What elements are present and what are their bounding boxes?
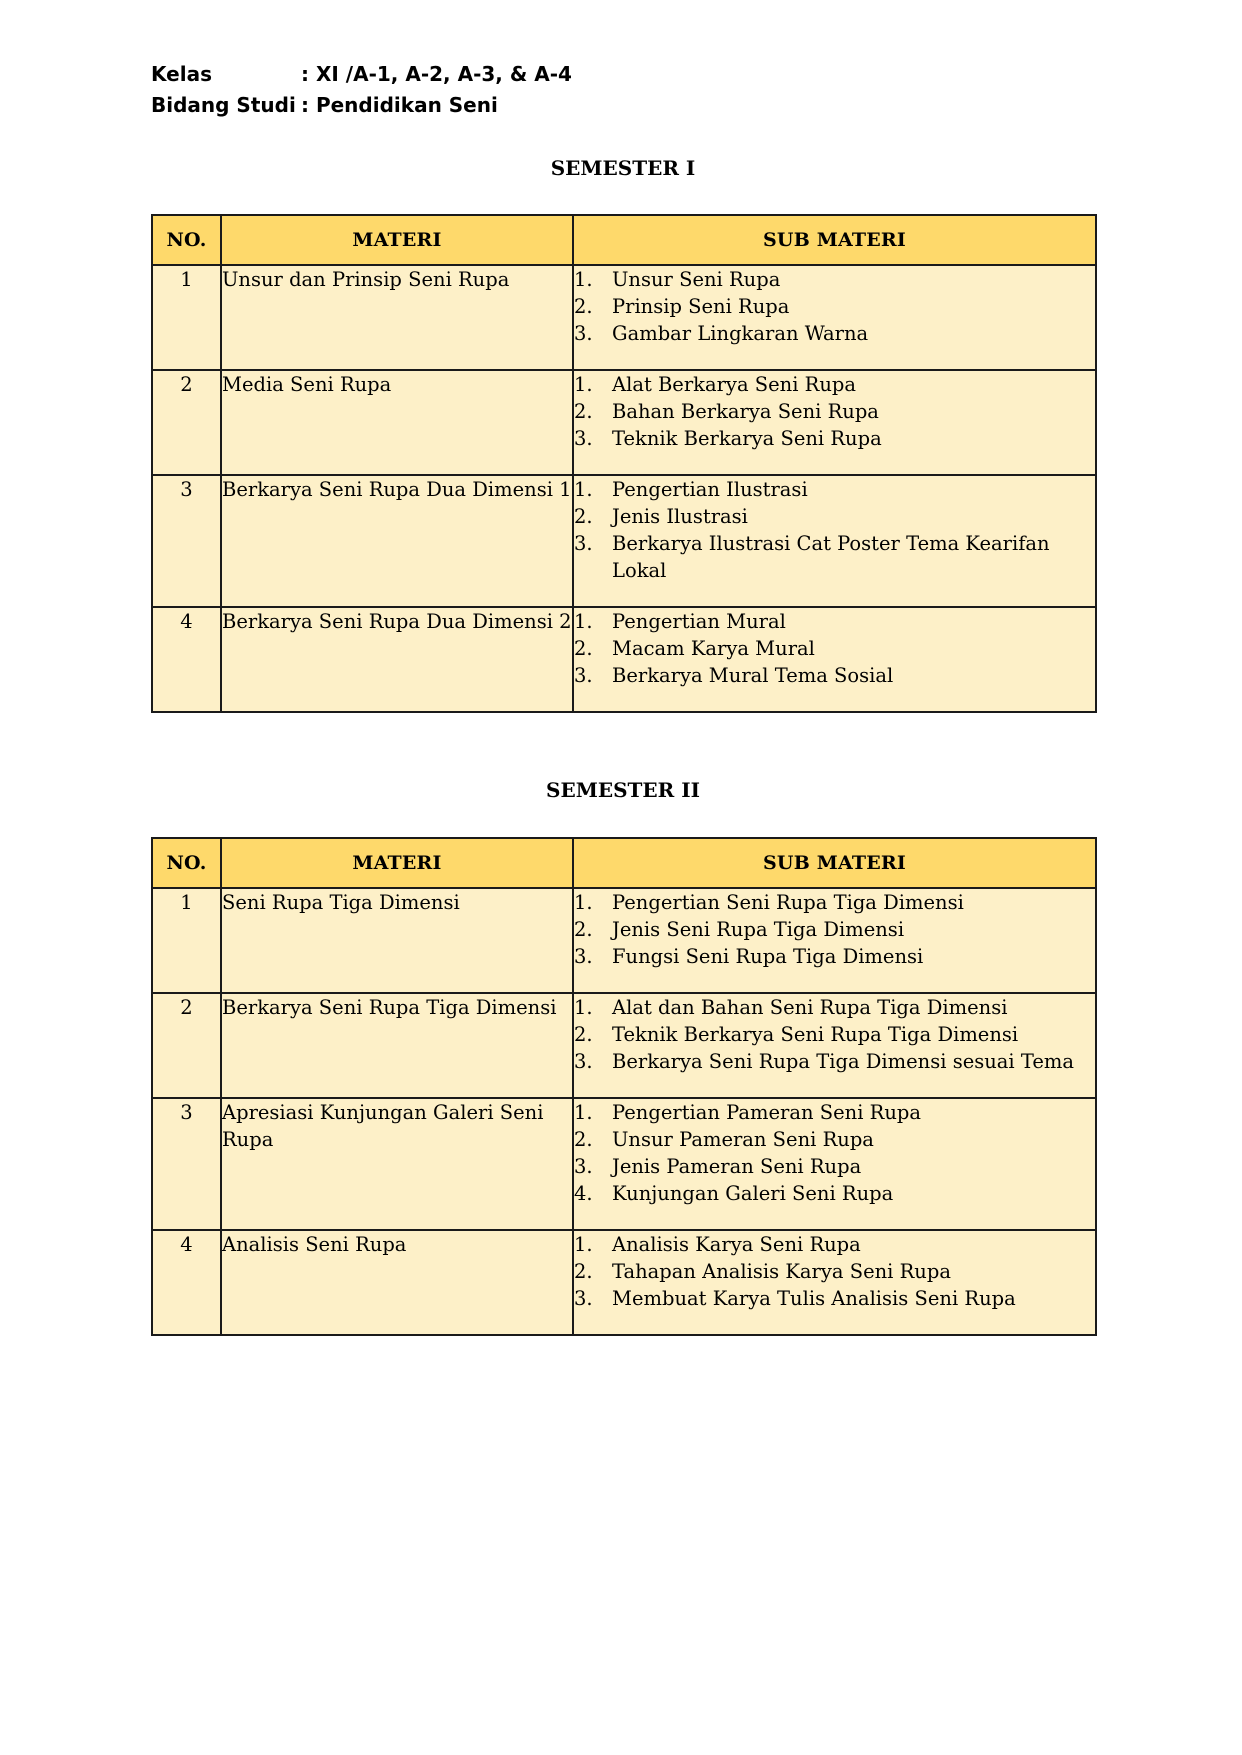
table-header-row xyxy=(152,838,1096,888)
list-item xyxy=(574,371,1095,398)
table-row xyxy=(152,1230,1096,1335)
list-item-text: Kunjungan Galeri Seni Rupa xyxy=(612,1182,894,1205)
list-item-number: 3. xyxy=(574,427,593,450)
list-item-number: 3. xyxy=(574,664,593,687)
list-item-number: 2. xyxy=(574,295,593,318)
list-item-text: Gambar Lingkaran Warna xyxy=(612,322,869,345)
materi-cell: Analisis Seni Rupa xyxy=(221,1230,573,1335)
list-item-text: Unsur Seni Rupa xyxy=(612,268,781,291)
list-item xyxy=(574,889,1095,916)
col-header-materi: MATERI xyxy=(221,215,573,265)
semester-2-table xyxy=(151,837,1097,1336)
list-item xyxy=(574,503,1095,530)
sub-materi-cell xyxy=(573,993,1096,1098)
list-item xyxy=(574,1231,1095,1258)
list-item-text: Jenis Seni Rupa Tiga Dimensi xyxy=(612,918,905,941)
list-item-text: Jenis Pameran Seni Rupa xyxy=(612,1155,862,1178)
sub-materi-list xyxy=(574,476,1095,584)
materi-cell: Berkarya Seni Rupa Tiga Dimensi xyxy=(221,993,573,1098)
list-item-number: 2. xyxy=(574,918,593,941)
semester-2-title: SEMESTER II xyxy=(546,778,700,802)
semester-1-table xyxy=(151,214,1097,713)
semester-1-title: SEMESTER I xyxy=(550,156,696,180)
table-row xyxy=(152,993,1096,1098)
list-item xyxy=(574,1048,1095,1075)
list-item-number: 2. xyxy=(574,505,593,528)
list-item-number: 2. xyxy=(574,1128,593,1151)
materi-cell: Seni Rupa Tiga Dimensi xyxy=(221,888,573,993)
list-item xyxy=(574,266,1095,293)
list-item xyxy=(574,1099,1095,1126)
sub-materi-cell xyxy=(573,888,1096,993)
col-header-sub-materi: SUB MATERI xyxy=(573,838,1096,888)
list-item-number: 1. xyxy=(574,1233,593,1256)
list-item xyxy=(574,943,1095,970)
sub-materi-cell xyxy=(573,1230,1096,1335)
list-item xyxy=(574,635,1095,662)
row-number: 3 xyxy=(152,1098,221,1230)
subject-info xyxy=(151,90,498,120)
list-item-number: 3. xyxy=(574,322,593,345)
list-item-text: Berkarya Mural Tema Sosial xyxy=(612,664,894,687)
list-item-number: 1. xyxy=(574,891,593,914)
list-item xyxy=(574,994,1095,1021)
list-item-text: Berkarya Ilustrasi Cat Poster Tema Kearifan Lokal xyxy=(612,532,1050,582)
list-item xyxy=(574,1021,1095,1048)
sub-materi-list xyxy=(574,1231,1095,1312)
list-item xyxy=(574,293,1095,320)
list-item-number: 2. xyxy=(574,637,593,660)
list-item-number: 1. xyxy=(574,373,593,396)
list-item xyxy=(574,608,1095,635)
sub-materi-cell xyxy=(573,475,1096,607)
list-item-number: 1. xyxy=(574,610,593,633)
list-item xyxy=(574,398,1095,425)
row-number: 4 xyxy=(152,607,221,712)
sub-materi-list xyxy=(574,371,1095,452)
materi-cell: Unsur dan Prinsip Seni Rupa xyxy=(221,265,573,370)
semester-1-body xyxy=(152,265,1096,712)
table-row xyxy=(152,370,1096,475)
list-item-number: 3. xyxy=(574,532,593,555)
col-header-no: NO. xyxy=(152,215,221,265)
sub-materi-cell xyxy=(573,265,1096,370)
list-item xyxy=(574,320,1095,347)
sub-materi-cell xyxy=(573,370,1096,475)
row-number: 1 xyxy=(152,888,221,993)
list-item-text: Pengertian Seni Rupa Tiga Dimensi xyxy=(612,891,964,914)
row-number: 2 xyxy=(152,370,221,475)
sub-materi-list xyxy=(574,266,1095,347)
materi-cell: Berkarya Seni Rupa Dua Dimensi 1 xyxy=(221,475,573,607)
list-item-text: Bahan Berkarya Seni Rupa xyxy=(612,400,879,423)
list-item-text: Membuat Karya Tulis Analisis Seni Rupa xyxy=(612,1287,1016,1310)
list-item xyxy=(574,662,1095,689)
list-item-text: Teknik Berkarya Seni Rupa Tiga Dimensi xyxy=(612,1023,1019,1046)
table-row xyxy=(152,265,1096,370)
list-item-text: Macam Karya Mural xyxy=(612,637,815,660)
list-item-number: 3. xyxy=(574,1287,593,1310)
col-header-materi: MATERI xyxy=(221,838,573,888)
list-item-text: Pengertian Pameran Seni Rupa xyxy=(612,1101,921,1124)
materi-cell: Berkarya Seni Rupa Dua Dimensi 2 xyxy=(221,607,573,712)
row-number: 4 xyxy=(152,1230,221,1335)
sub-materi-cell xyxy=(573,607,1096,712)
class-value: : XI /A-1, A-2, A-3, & A-4 xyxy=(301,62,572,86)
table-row xyxy=(152,607,1096,712)
row-number: 3 xyxy=(152,475,221,607)
list-item-number: 2. xyxy=(574,1023,593,1046)
list-item-number: 1. xyxy=(574,478,593,501)
list-item-number: 3. xyxy=(574,1155,593,1178)
list-item xyxy=(574,425,1095,452)
list-item-number: 3. xyxy=(574,1050,593,1073)
semester-2-body xyxy=(152,888,1096,1335)
table-row xyxy=(152,888,1096,993)
sub-materi-list xyxy=(574,994,1095,1075)
list-item-text: Analisis Karya Seni Rupa xyxy=(612,1233,861,1256)
list-item-number: 3. xyxy=(574,945,593,968)
list-item-text: Tahapan Analisis Karya Seni Rupa xyxy=(612,1260,951,1283)
list-item-text: Pengertian Ilustrasi xyxy=(612,478,808,501)
class-label: Kelas xyxy=(151,62,212,86)
list-item xyxy=(574,1153,1095,1180)
materi-cell: Apresiasi Kunjungan Galeri Seni Rupa xyxy=(221,1098,573,1230)
col-header-sub-materi: SUB MATERI xyxy=(573,215,1096,265)
materi-cell: Media Seni Rupa xyxy=(221,370,573,475)
list-item-number: 4. xyxy=(574,1182,593,1205)
list-item-text: Teknik Berkarya Seni Rupa xyxy=(612,427,882,450)
list-item-text: Pengertian Mural xyxy=(612,610,786,633)
sub-materi-list xyxy=(574,1099,1095,1207)
list-item-text: Jenis Ilustrasi xyxy=(612,505,748,528)
class-info xyxy=(151,59,572,89)
table-row xyxy=(152,475,1096,607)
list-item-number: 1. xyxy=(574,268,593,291)
list-item-number: 1. xyxy=(574,996,593,1019)
list-item xyxy=(574,1258,1095,1285)
table-header-row xyxy=(152,215,1096,265)
list-item xyxy=(574,1126,1095,1153)
list-item xyxy=(574,1180,1095,1207)
row-number: 2 xyxy=(152,993,221,1098)
list-item-text: Berkarya Seni Rupa Tiga Dimensi sesuai Tema xyxy=(612,1050,1075,1073)
list-item xyxy=(574,476,1095,503)
list-item-number: 2. xyxy=(574,1260,593,1283)
table-row xyxy=(152,1098,1096,1230)
subject-value: : Pendidikan Seni xyxy=(301,93,498,117)
list-item xyxy=(574,916,1095,943)
list-item xyxy=(574,530,1095,584)
list-item-number: 2. xyxy=(574,400,593,423)
list-item-number: 1. xyxy=(574,1101,593,1124)
col-header-no: NO. xyxy=(152,838,221,888)
sub-materi-list xyxy=(574,608,1095,689)
list-item-text: Unsur Pameran Seni Rupa xyxy=(612,1128,874,1151)
list-item-text: Alat Berkarya Seni Rupa xyxy=(612,373,857,396)
list-item-text: Prinsip Seni Rupa xyxy=(612,295,790,318)
row-number: 1 xyxy=(152,265,221,370)
list-item xyxy=(574,1285,1095,1312)
list-item-text: Fungsi Seni Rupa Tiga Dimensi xyxy=(612,945,924,968)
subject-label: Bidang Studi xyxy=(151,93,296,117)
sub-materi-list xyxy=(574,889,1095,970)
sub-materi-cell xyxy=(573,1098,1096,1230)
list-item-text: Alat dan Bahan Seni Rupa Tiga Dimensi xyxy=(612,996,1008,1019)
